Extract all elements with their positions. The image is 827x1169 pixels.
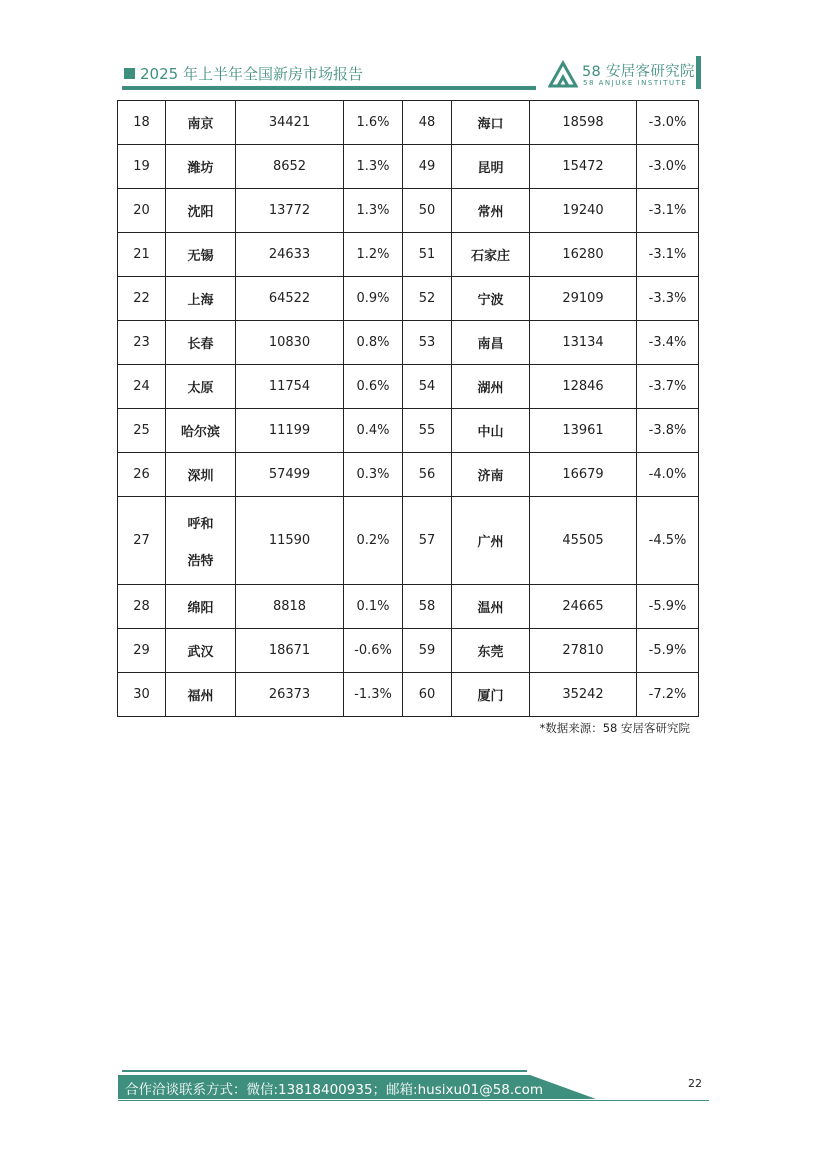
title-square-icon — [124, 68, 135, 79]
change-cell: -5.9% — [637, 629, 699, 673]
change-cell: -4.0% — [637, 453, 699, 497]
logo-name: 58 安居客研究院 — [582, 64, 695, 80]
rank-cell: 56 — [403, 453, 452, 497]
table-row — [118, 277, 699, 321]
city-cell: 福州 — [166, 673, 236, 717]
change-cell: -3.1% — [637, 189, 699, 233]
institute-logo — [548, 58, 693, 94]
city-cell: 广州 — [452, 497, 530, 585]
city-cell: 长春 — [166, 321, 236, 365]
change-cell: -3.0% — [637, 101, 699, 145]
price-cell: 24665 — [530, 585, 637, 629]
rank-cell: 58 — [403, 585, 452, 629]
rank-cell: 24 — [118, 365, 166, 409]
price-cell: 18671 — [236, 629, 344, 673]
price-cell: 35242 — [530, 673, 637, 717]
change-cell: -3.7% — [637, 365, 699, 409]
price-cell: 11754 — [236, 365, 344, 409]
rank-cell: 23 — [118, 321, 166, 365]
rank-cell: 18 — [118, 101, 166, 145]
city-cell: 昆明 — [452, 145, 530, 189]
change-cell: 1.2% — [344, 233, 403, 277]
change-cell: -3.8% — [637, 409, 699, 453]
house-logo-icon — [548, 60, 578, 88]
price-cell: 57499 — [236, 453, 344, 497]
city-cell: 武汉 — [166, 629, 236, 673]
rank-cell: 57 — [403, 497, 452, 585]
price-cell: 45505 — [530, 497, 637, 585]
price-cell: 11199 — [236, 409, 344, 453]
table-row — [118, 321, 699, 365]
table-row — [118, 145, 699, 189]
price-cell: 27810 — [530, 629, 637, 673]
rank-cell: 28 — [118, 585, 166, 629]
table-row — [118, 365, 699, 409]
footer-bottom-line — [118, 1100, 709, 1101]
change-cell: 0.4% — [344, 409, 403, 453]
table-row — [118, 497, 699, 585]
rank-cell: 54 — [403, 365, 452, 409]
city-cell: 海口 — [452, 101, 530, 145]
rank-cell: 25 — [118, 409, 166, 453]
rank-cell: 51 — [403, 233, 452, 277]
rank-cell: 20 — [118, 189, 166, 233]
price-cell: 10830 — [236, 321, 344, 365]
rank-cell: 27 — [118, 497, 166, 585]
change-cell: 1.6% — [344, 101, 403, 145]
page-number: 22 — [688, 1077, 702, 1090]
report-title-text: 2025 年上半年全国新房市场报告 — [140, 65, 363, 83]
city-name-line: 呼和 — [187, 516, 214, 532]
rank-cell: 55 — [403, 409, 452, 453]
table-row — [118, 101, 699, 145]
city-cell: 无锡 — [166, 233, 236, 277]
change-cell: 0.6% — [344, 365, 403, 409]
rank-cell: 60 — [403, 673, 452, 717]
change-cell: -4.5% — [637, 497, 699, 585]
rank-cell: 22 — [118, 277, 166, 321]
price-cell: 15472 — [530, 145, 637, 189]
city-cell: 上海 — [166, 277, 236, 321]
report-title — [124, 63, 363, 84]
rank-cell: 50 — [403, 189, 452, 233]
footer-contact: 合作洽谈联系方式：微信:13818400935；邮箱:husixu01@58.com — [125, 1082, 543, 1098]
city-cell: 石家庄 — [452, 233, 530, 277]
city-cell: 宁波 — [452, 277, 530, 321]
footer-divider — [122, 1070, 527, 1072]
city-cell — [166, 497, 236, 585]
table-row — [118, 629, 699, 673]
change-cell: -7.2% — [637, 673, 699, 717]
price-cell: 34421 — [236, 101, 344, 145]
header-accent-bar — [696, 56, 701, 89]
price-cell: 24633 — [236, 233, 344, 277]
rank-cell: 30 — [118, 673, 166, 717]
change-cell: -3.3% — [637, 277, 699, 321]
logo-subtitle: 58 ANJUKE INSTITUTE — [583, 79, 688, 87]
price-cell: 12846 — [530, 365, 637, 409]
city-cell: 绵阳 — [166, 585, 236, 629]
change-cell: -3.4% — [637, 321, 699, 365]
data-source-note: *数据来源：58 安居客研究院 — [539, 721, 690, 735]
table-row — [118, 233, 699, 277]
change-cell: 0.3% — [344, 453, 403, 497]
table-row — [118, 453, 699, 497]
city-cell: 厦门 — [452, 673, 530, 717]
table-row — [118, 673, 699, 717]
change-cell: -5.9% — [637, 585, 699, 629]
rank-cell: 19 — [118, 145, 166, 189]
price-cell: 29109 — [530, 277, 637, 321]
rank-cell: 53 — [403, 321, 452, 365]
table-row — [118, 585, 699, 629]
change-cell: -1.3% — [344, 673, 403, 717]
city-cell: 湖州 — [452, 365, 530, 409]
price-cell: 16679 — [530, 453, 637, 497]
price-cell: 19240 — [530, 189, 637, 233]
city-cell: 温州 — [452, 585, 530, 629]
price-cell: 13772 — [236, 189, 344, 233]
rank-cell: 52 — [403, 277, 452, 321]
city-name-line: 浩特 — [187, 553, 214, 569]
city-cell: 潍坊 — [166, 145, 236, 189]
price-cell: 18598 — [530, 101, 637, 145]
price-cell: 13134 — [530, 321, 637, 365]
city-cell: 常州 — [452, 189, 530, 233]
change-cell: 0.9% — [344, 277, 403, 321]
change-cell: 0.1% — [344, 585, 403, 629]
change-cell: 0.2% — [344, 497, 403, 585]
table-row — [118, 409, 699, 453]
price-cell: 26373 — [236, 673, 344, 717]
header-divider — [122, 86, 536, 90]
price-cell: 8818 — [236, 585, 344, 629]
rank-cell: 29 — [118, 629, 166, 673]
city-cell: 中山 — [452, 409, 530, 453]
table-row — [118, 189, 699, 233]
city-cell: 太原 — [166, 365, 236, 409]
price-cell: 8652 — [236, 145, 344, 189]
price-cell: 16280 — [530, 233, 637, 277]
change-cell: 1.3% — [344, 145, 403, 189]
rank-cell: 49 — [403, 145, 452, 189]
rank-cell: 26 — [118, 453, 166, 497]
city-name-two-line — [166, 513, 235, 569]
city-cell: 济南 — [452, 453, 530, 497]
change-cell: -3.0% — [637, 145, 699, 189]
city-cell: 东莞 — [452, 629, 530, 673]
change-cell: 1.3% — [344, 189, 403, 233]
change-cell: -0.6% — [344, 629, 403, 673]
city-price-table — [117, 100, 699, 717]
price-cell: 11590 — [236, 497, 344, 585]
rank-cell: 21 — [118, 233, 166, 277]
price-cell: 13961 — [530, 409, 637, 453]
city-cell: 哈尔滨 — [166, 409, 236, 453]
change-cell: 0.8% — [344, 321, 403, 365]
city-cell: 南昌 — [452, 321, 530, 365]
price-cell: 64522 — [236, 277, 344, 321]
rank-cell: 48 — [403, 101, 452, 145]
city-cell: 南京 — [166, 101, 236, 145]
change-cell: -3.1% — [637, 233, 699, 277]
rank-cell: 59 — [403, 629, 452, 673]
city-cell: 沈阳 — [166, 189, 236, 233]
city-cell: 深圳 — [166, 453, 236, 497]
